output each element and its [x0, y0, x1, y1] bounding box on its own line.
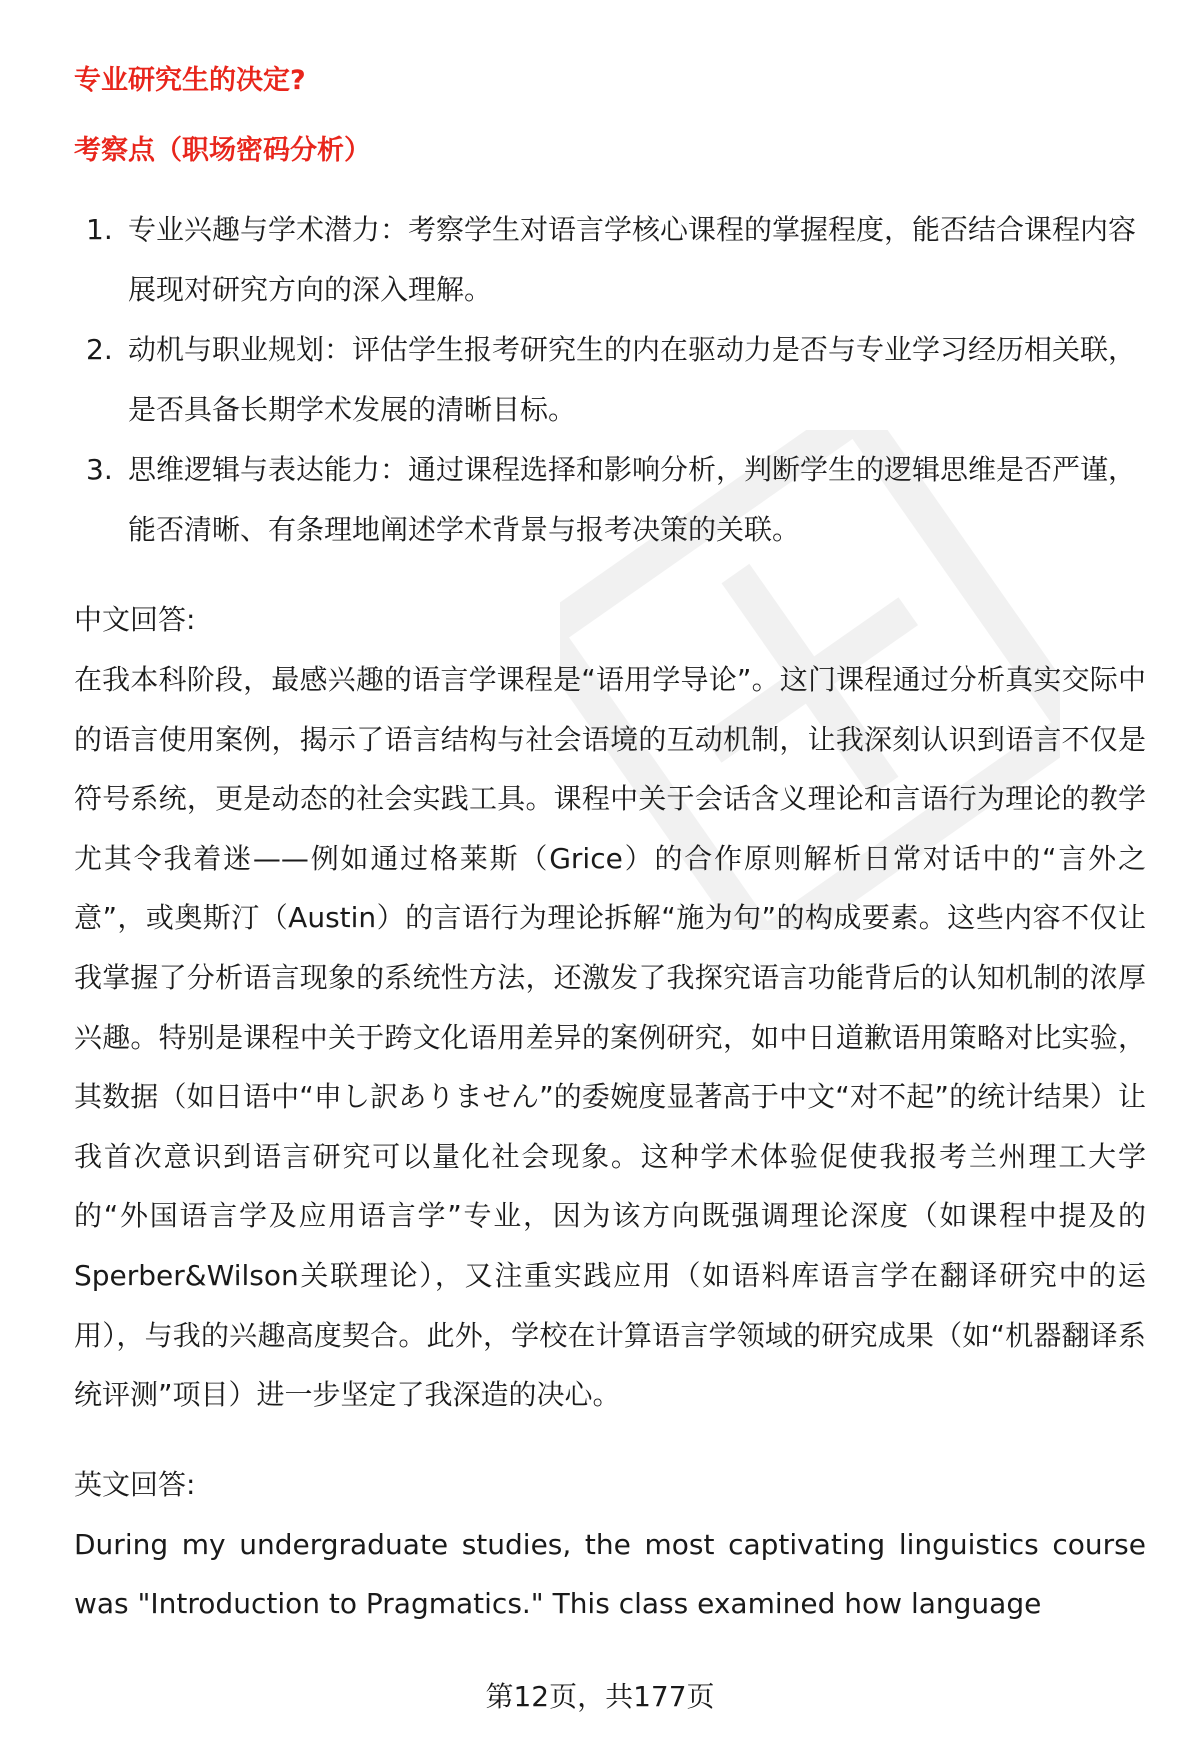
- list-item: [74, 200, 1146, 320]
- page-number-footer: 第12页，共177页: [485, 1680, 715, 1713]
- page-content: [74, 56, 1146, 1633]
- question-tail: 专业研究生的决定?: [74, 65, 306, 96]
- list-number: 1.: [86, 213, 113, 246]
- chinese-answer-text: 在我本科阶段，最感兴趣的语言学课程是“语用学导论”。这门课程通过分析真实交际中的语言使用案例，揭示了语言结构与社会语境的互动机制，让我深刻认识到语言不仅是符号系统，更是动态的社会实践工具。课程中关于会话含义理论和言语行为理论的教学尤其令我着迷——例如通过格莱斯（Grice）的合作原则解析日常对话中的“言外之意”，或奥斯汀（Austin）的言语行为理论拆解“施为句”的构成要素。这些内容不仅让我掌握了分析语言现象的系统性方法，还激发了我探究语言功能背后的认知机制的浓厚兴趣。特别是课程中关于跨文化语用差异的案例研究，如中日道歉语用策略对比实验，其数据（如日语中“申し訳ありません”的委婉度显著高于中文“对不起”的统计结果）让我首次意识到语言研究可以量化社会现象。这种学术体验促使我报考兰州理工大学的“外国语言学及应用语言学”专业，因为该方向既强调理论深度（如课程中提及的Sperber&Wilson关联理论），又注重实践应用（如语料库语言学在翻译研究中的运用），与我的兴趣高度契合。此外，学校在计算语言学领域的研究成果（如“机器翻译系统评测”项目）进一步坚定了我深造的决心。: [74, 663, 1146, 1412]
- english-answer-text: During my undergraduate studies, the most captivating linguistics course was "Introduction to Pragmatics." This class examined how language: [74, 1527, 1146, 1620]
- list-text: 专业兴趣与学术潜力：考察学生对语言学核心课程的掌握程度，能否结合课程内容展现对研究方向的深入理解。: [128, 213, 1137, 306]
- focus-title: 考察点（职场密码分析）: [74, 135, 371, 166]
- list-text: 动机与职业规划：评估学生报考研究生的内在驱动力是否与专业学习经历相关联，是否具备长期学术发展的清晰目标。: [128, 333, 1137, 426]
- focus-points-list: [74, 200, 1146, 560]
- english-answer-label: 英文回答:: [74, 1467, 196, 1501]
- list-item: [74, 320, 1146, 440]
- list-number: 3.: [86, 453, 113, 486]
- list-number: 2.: [86, 333, 113, 366]
- chinese-answer-label: 中文回答:: [74, 603, 196, 636]
- list-item: [74, 440, 1146, 560]
- list-text: 思维逻辑与表达能力：通过课程选择和影响分析，判断学生的逻辑思维是否严谨，能否清晰、有条理地阐述学术背景与报考决策的关联。: [128, 453, 1137, 546]
